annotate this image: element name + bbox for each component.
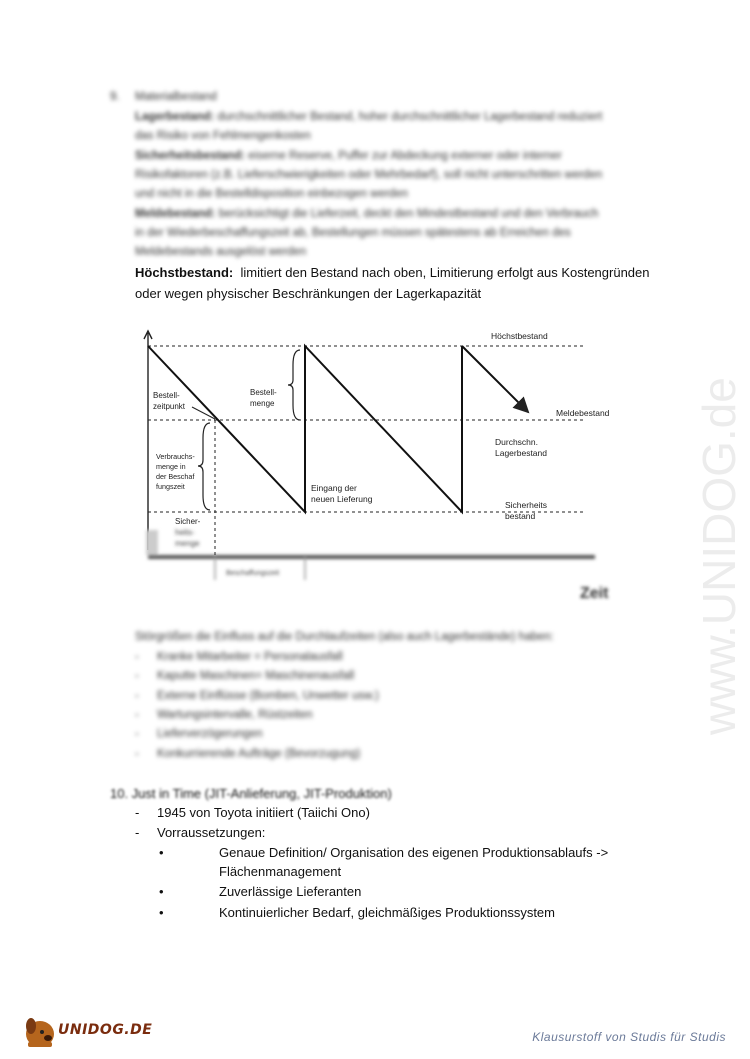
dash-item: - <box>135 825 140 840</box>
stoer-item: - Konkurrierende Aufträge (Bevorzugung) <box>135 748 361 760</box>
bestellmenge-brace <box>288 350 300 420</box>
label-bestellzeit-1: Bestell- <box>153 391 180 400</box>
inventory-sawtooth <box>148 346 462 512</box>
label-bestell-1: Bestell- <box>250 388 277 397</box>
label-sicherheit-left-1: Sicher- <box>175 517 201 526</box>
bullet-marker: • <box>159 905 164 920</box>
label-bestellzeit-2: zeitpunkt <box>153 402 186 411</box>
hoechstbestand-line <box>135 265 650 280</box>
dash-item-text: 1945 von Toyota initiiert (Taiichi Ono) <box>157 805 370 820</box>
section9-line: Lagerbestand: durchschnittlicher Bestand, hoher durchschnittlicher Lagerbestand reduziert <box>135 111 603 123</box>
footer-tagline: Klausurstoff von Studis für Studis <box>532 1030 726 1044</box>
stoer-item: - Externe Einflüsse (Bomben, Unwetter usw.) <box>135 690 379 702</box>
stoer-item: - Kranke Mitarbeiter = Personalausfall <box>135 651 343 663</box>
label-sicherheits-1: Sicherheits <box>505 500 548 510</box>
dash-item-text: Vorraussetzungen: <box>157 825 266 840</box>
label-eingang-2: neuen Lieferung <box>311 494 373 504</box>
watermark-text: www.UNIDOG.de <box>693 377 745 735</box>
label-verbrauch-3: der Beschaf <box>156 472 195 481</box>
stoer-item: - Lieferverzögerungen <box>135 728 263 740</box>
section9-line: in der Wiederbeschaffungszeit ab, Bestellungen müssen spätestens ab Erreichen des <box>135 227 571 239</box>
label-zeit: Zeit <box>580 585 609 602</box>
bullet-text: Zuverlässige Lieferanten <box>219 884 362 899</box>
label-beschaffungszeit: Beschaffungszeit <box>226 570 280 577</box>
dash-item: - <box>135 805 140 820</box>
label-verbrauch-2: menge in <box>156 462 186 471</box>
stoer-item: - Kaputte Maschinen= Maschinenausfall <box>135 670 355 682</box>
inventory-diagram <box>140 325 630 610</box>
verbrauch-brace <box>198 423 210 510</box>
label-eingang-1: Eingang der <box>311 483 357 493</box>
label-durchschn-2: Lagerbestand <box>495 448 547 458</box>
logo-text: UNIDOG.DE <box>58 1022 153 1038</box>
section9-line: Risikofaktoren (z.B. Lieferschwierigkeiten oder Mehrbedarf), soll nicht unterschritten werden <box>135 169 603 181</box>
label-hoechstbestand: Höchstbestand <box>491 331 548 341</box>
bullet-text: Kontinuierlicher Bedarf, gleichmäßiges Produktionssystem <box>219 905 555 920</box>
watermark <box>640 270 750 740</box>
label-meldebestand: Meldebestand <box>556 408 610 418</box>
label-durchschn-1: Durchschn. <box>495 437 538 447</box>
bullet-text-cont: Flächenmanagement <box>219 864 342 879</box>
label-bestell-2: menge <box>250 399 275 408</box>
section9-line: Sicherheitsbestand: eiserne Reserve, Puffer zur Abdeckung externer oder interner <box>135 150 562 162</box>
section9-title: Materialbestand <box>135 91 217 103</box>
section9-number: 9. <box>110 91 120 103</box>
x-axis-group <box>146 530 595 580</box>
hoechstbestand-line2: oder wegen physischer Beschränkungen der Lagerkapazität <box>135 286 482 301</box>
label-sicherheit-left-2: heits- <box>175 528 195 537</box>
label-verbrauch-4: fungszeit <box>156 482 185 491</box>
hoechstbestand-term: Höchstbestand: <box>135 265 234 280</box>
bullet-marker: • <box>159 845 164 860</box>
axis-corner <box>146 530 158 555</box>
label-sicherheit-left-3: menge <box>175 539 200 548</box>
section9-line: Meldebestand: berücksichtigt die Lieferzeit, deckt den Mindestbestand und den Verbrauch <box>135 208 599 220</box>
section10-heading: 10. Just in Time (JIT-Anlieferung, JIT-Produktion) <box>110 786 392 801</box>
bullet-marker: • <box>159 884 164 899</box>
stoer-intro: Störgrößen die Einfluss auf die Durchlaufzeiten (also auch Lagerbestände) haben: <box>135 631 554 643</box>
hoechstbestand-text: limitiert den Bestand nach oben, Limitierung erfolgt aus Kostengründen <box>240 265 650 280</box>
bullet-text: Genaue Definition/ Organisation des eigenen Produktionsablaufs -> <box>219 845 609 860</box>
label-sicherheits-2: bestand <box>505 511 536 521</box>
section9-line: das Risiko von Fehlmengenkosten <box>135 130 311 142</box>
section9-line: und nicht in die Bestelldisposition einbezogen werden <box>135 188 408 200</box>
dog-ear-icon <box>26 1018 36 1034</box>
label-verbrauch-1: Verbrauchs- <box>156 452 195 461</box>
stoer-item: - Wartungsintervalle, Rüstzeiten <box>135 709 313 721</box>
section9-line: Meldebestands ausgelöst werden <box>135 246 307 258</box>
consumption-arrow <box>462 346 528 412</box>
